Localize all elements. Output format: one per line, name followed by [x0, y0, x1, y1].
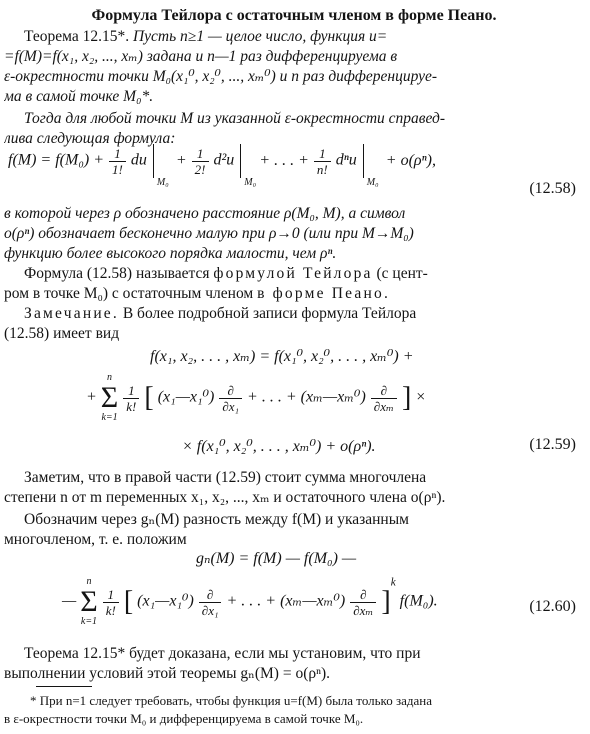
note-line-1: Заметим, что в правой части (12.59) стоит сумма многочлена	[24, 469, 427, 486]
fraction: $\frac{1}{k!}$	[123, 383, 139, 414]
partial-derivative: $\frac{\partial}{\text{∂xₘ}}$	[350, 587, 376, 618]
note-line-3: Обозначим через gₙ(M) разность между f(M) и указанным	[24, 511, 409, 528]
closing-line-2: выполнении условий этой теоремы gₙ(M) = o(ρⁿ).	[4, 665, 331, 682]
term-peano-form: в форме Пеано.	[257, 285, 391, 302]
formula-lhs: f(M) = f(M₀) +	[8, 151, 105, 169]
equation-number-12-58: (12.58)	[529, 180, 576, 197]
formula-12-58: f(M) = f(M₀) + $\frac{1}{1!}$ du M₀ + $\frac{1}{2!}$ d²u M₀ + . . . + $\frac{1}{n!}$ dⁿu M₀ + o(ρⁿ),	[8, 145, 436, 188]
evaluation-bar: M₀	[363, 144, 364, 178]
footnote-line-2: в ε-окрестности точки M₀ и дифференцируема в самой точке M₀.	[4, 711, 364, 726]
rho-line-1: в которой через ρ обозначено расстояние ρ(M₀, M), а символ	[4, 205, 406, 222]
formula-12-60-row-2: — n Σ k=1 $\frac{1}{k!}$ [ (x₁—x₁⁰) $\frac{\partial}{\text{∂x₁}}$ + . . . + (xₘ—xₘ⁰) $\frac{\partial}{\text{∂xₘ}}$ ]$^k$ f(M₀).	[62, 576, 438, 627]
partial-derivative: $\frac{\partial}{\text{∂x₁}}$	[199, 587, 222, 618]
differential-term: du	[130, 151, 147, 169]
section-title: Формула Тейлора с остаточным членом в форме Пеано.	[91, 7, 497, 24]
remark-line-1: Замечание. В более подробной записи формула Тейлора	[4, 304, 584, 324]
theorem-label: Теорема 12.15*.	[24, 28, 130, 45]
formula-12-60-row-1: gₙ(M) = f(M) — f(M₀) —	[196, 550, 357, 567]
summation: n Σ k=1	[80, 576, 98, 627]
theorem-text: Пусть n≥1 — целое число, функция u=	[132, 28, 388, 45]
differential-term: dⁿu	[335, 151, 357, 169]
closing-line-1: Теорема 12.15* будет доказана, если мы установим, что при	[24, 645, 421, 662]
partial-derivative: $\frac{\partial}{\text{∂x₁}}$	[219, 383, 242, 414]
theorem-line-2: =f(M)=f(x₁, x₂, ..., xₘ) задана и n—1 раз дифференцируема в	[4, 48, 398, 65]
evaluation-bar: M₀	[240, 144, 241, 178]
named-line-1: Формула (12.58) называется формулой Тейлора (с цент-	[24, 265, 428, 282]
evaluation-bar: M₀	[153, 144, 154, 178]
formula-12-59-row-1: f(x₁, x₂, . . . , xₘ) = f(x₁⁰, x₂⁰, . . . , xₘ⁰) +	[150, 348, 414, 365]
fraction: $\frac{1}{k!}$	[103, 587, 119, 618]
fraction: $\frac{1}{2!}$	[192, 146, 209, 177]
formula-12-59-row-3: × f(x₁⁰, x₂⁰, . . . , xₘ⁰) + o(ρⁿ).	[182, 438, 376, 455]
note-line-2: степени n от m переменных x₁, x₂, ..., xₘ и остаточного члена o(ρⁿ).	[4, 489, 446, 506]
remainder-term: + o(ρⁿ),	[385, 151, 436, 169]
partial-derivative: $\frac{\partial}{\text{∂xₘ}}$	[371, 383, 397, 414]
theorem-line-5: Тогда для любой точки M из указанной ε-окрестности справед-	[24, 110, 446, 127]
theorem-line-1	[4, 27, 584, 47]
rho-line-3: функцию более высокого порядка малости, чем ρⁿ.	[4, 245, 337, 262]
theorem-line-4: ма в самой точке M₀*.	[4, 88, 154, 105]
fraction: $\frac{1}{n!}$	[314, 146, 331, 177]
footnote-divider	[36, 686, 92, 687]
theorem-line-3: ε-окрестности точки M₀(x₁⁰, x₂⁰, ..., xₘ⁰) и n раз дифференцируе-	[4, 68, 438, 85]
remark-line-2: (12.58) имеет вид	[4, 325, 120, 342]
term-taylor-formula: формулой Тейлора	[213, 265, 373, 282]
theorem-line-6: лива следующая формула:	[4, 130, 176, 147]
summation: n Σ k=1	[100, 372, 119, 423]
rho-line-2: o(ρⁿ) обозначает бесконечно малую при ρ→0 (или при M→M₀)	[4, 225, 414, 242]
footnote-line-1: * При n=1 следует требовать, чтобы функция u=f(M) была только задана	[30, 693, 432, 708]
named-line-2: ром в точке M₀) с остаточным членом в форме Пеано.	[4, 285, 391, 302]
ellipsis: + . . . +	[259, 151, 309, 169]
differential-term: d²u	[213, 151, 235, 169]
fraction: $\frac{1}{1!}$	[109, 146, 126, 177]
equation-number-12-59: (12.59)	[529, 436, 576, 453]
note-line-4: многочленом, т. е. положим	[4, 531, 187, 548]
equation-number-12-60: (12.60)	[529, 598, 576, 615]
remark-label: Замечание.	[24, 305, 119, 322]
formula-12-59-row-2: + n Σ k=1 $\frac{1}{k!}$ [ (x₁—x₁⁰) $\frac{\partial}{\text{∂x₁}}$ + . . . + (xₘ—xₘ⁰) $\frac{\partial}{\text{∂xₘ}}$ ] ×	[86, 372, 427, 423]
